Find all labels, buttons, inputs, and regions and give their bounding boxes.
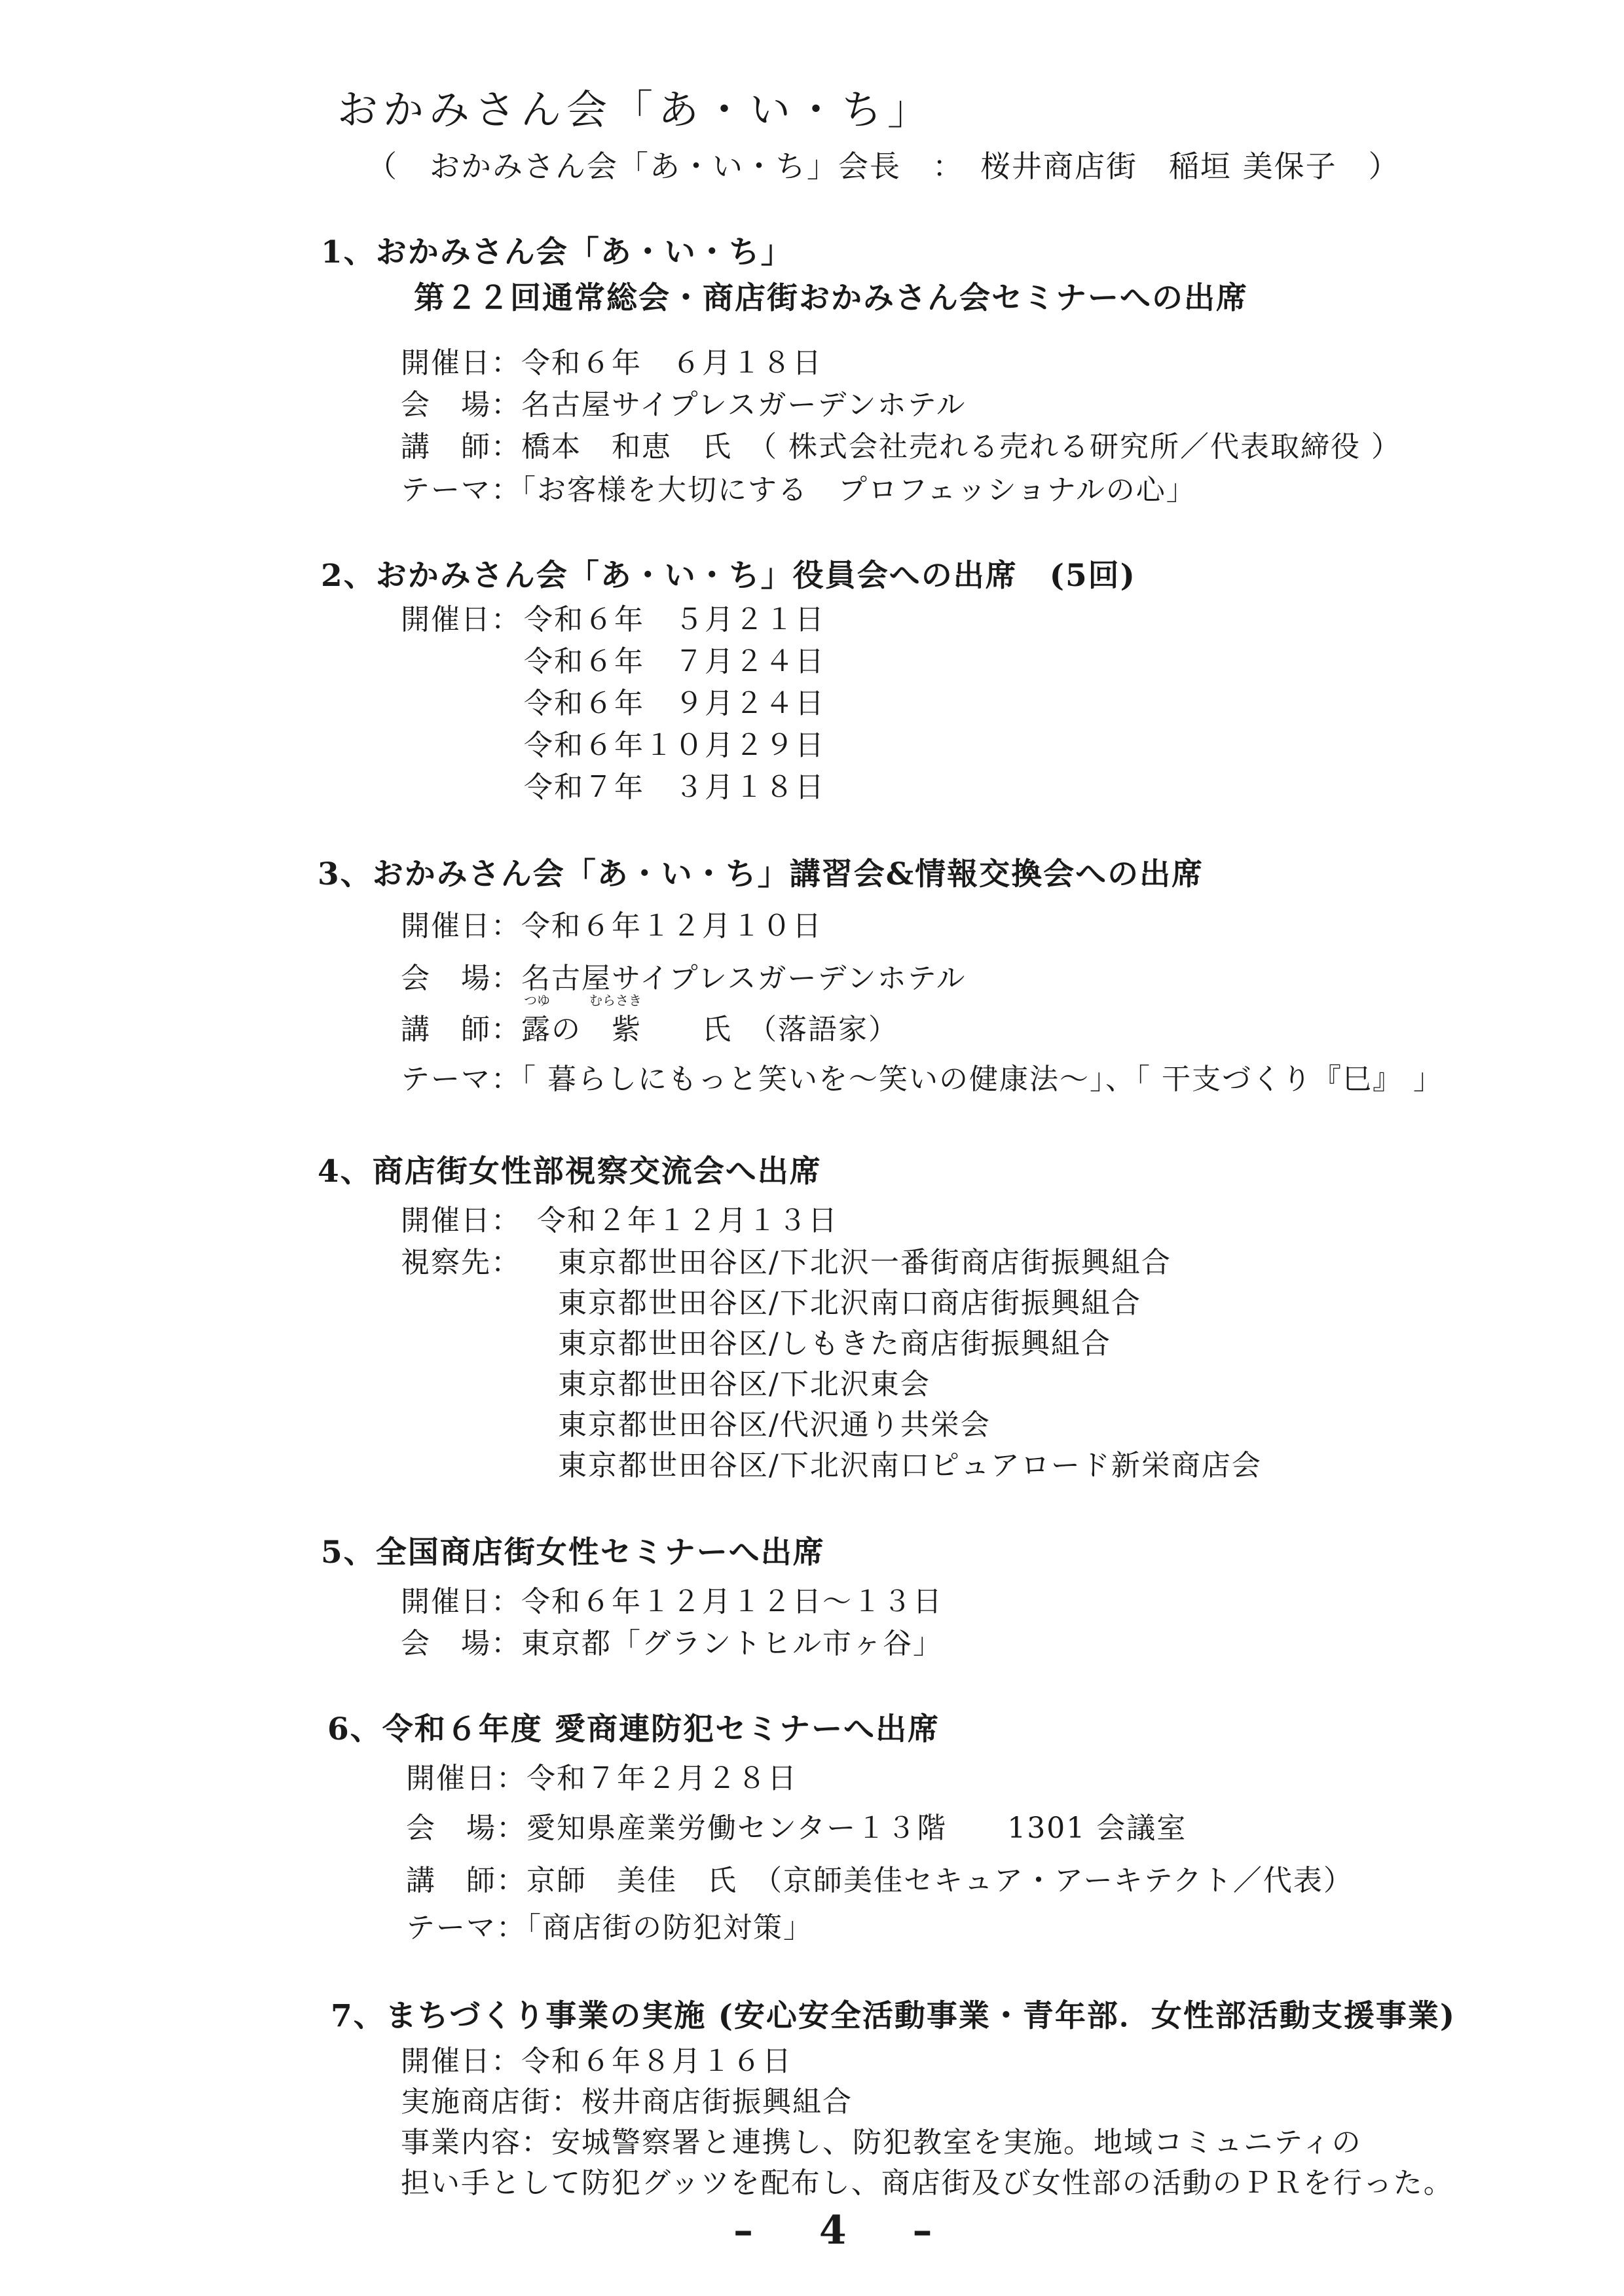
section-4-sites-label: 視察先： [401,1246,521,1279]
section-4-site: 東京都世田谷区/下北沢南口ピュアロード新栄商店会 [558,1449,1262,1482]
section-6-date: 開催日：令和７年２月２８日 [406,1762,798,1795]
section-2-date-label: 開催日： [401,603,521,636]
section-6-heading: 6、令和６年度 愛商連防犯セミナーへ出席 [327,1711,940,1747]
page-number: – 4 – [733,2208,959,2253]
section-3-heading: 3、おかみさん会「あ・い・ち」講習会&情報交換会への出席 [318,856,1204,892]
section-5-date: 開催日：令和６年１２月１２日〜１３日 [401,1585,943,1618]
section-2-date: 令和６年１０月２９日 [524,729,825,762]
section-2-heading: 2、おかみさん会「あ・い・ち」役員会への出席 (5回) [321,558,1136,594]
section-1-venue: 会 場：名古屋サイプレスガーデンホテル [401,388,967,422]
section-7-content: 担い手として防犯グッツを配布し、商店街及び女性部の活動のＰＲを行った。 [401,2166,1454,2200]
section-3-theme: テーマ：「 暮らしにもっと笑いを〜笑いの健康法〜」、「 干支づくり『巳』 」 [401,1063,1443,1096]
section-4-site: 東京都世田谷区/代沢通り共栄会 [558,1408,991,1442]
section-5-venue: 会 場：東京都「グラントヒル市ヶ谷」 [401,1627,943,1660]
section-4-site: 東京都世田谷区/しもきた商店街振興組合 [558,1327,1111,1360]
section-5-heading: 5、全国商店街女性セミナーへ出席 [321,1535,825,1571]
section-3-date: 開催日：令和６年１２月１０日 [401,909,822,943]
section-2-date: 令和６年 ５月２１日 [524,603,825,636]
section-2-date: 令和６年 ９月２４日 [524,687,825,720]
section-2-date: 令和６年 ７月２４日 [524,645,825,678]
section-7-heading: 7、まちづくり事業の実施 (安心安全活動事業・青年部．女性部活動支援事業) [331,1998,1456,2034]
document-title: おかみさん会「あ・い・ち」 [337,86,934,134]
section-1-lecturer: 講 師：橋本 和恵 氏 （ 株式会社売れる売れる研究所／代表取締役 ） [401,430,1401,464]
section-3-lecturer: 講 師：露の 紫 氏 （落語家） [401,1013,898,1046]
section-6-theme: テーマ：「商店街の防犯対策」 [406,1911,813,1944]
section-6-venue: 会 場：愛知県産業労働センター１３階 1301 会議室 [406,1812,1187,1845]
section-2-date: 令和７年 ３月１８日 [524,771,825,804]
section-6-lecturer: 講 師：京師 美佳 氏 （京師美佳セキュア・アーキテクト／代表） [406,1864,1354,1897]
section-4-site: 東京都世田谷区/下北沢東会 [558,1368,931,1401]
section-1-heading: 1、おかみさん会「あ・い・ち」 [321,234,793,270]
section-3-furigana-tsuyu: つゆ [524,993,550,1008]
section-3-venue: 会 場：名古屋サイプレスガーデンホテル [401,962,967,995]
section-3-furigana-murasaki: むらさき [589,993,642,1008]
section-4-site: 東京都世田谷区/下北沢南口商店街振興組合 [558,1286,1141,1320]
section-7-content: 事業内容：安城警察署と連携し、防犯教室を実施。地域コミュニティの [401,2126,1362,2159]
section-7-date: 開催日：令和６年８月１６日 [401,2045,792,2078]
section-4-site: 東京都世田谷区/下北沢一番街商店街振興組合 [558,1246,1172,1279]
section-1-theme: テーマ：「お客様を大切にする プロフェッショナルの心」 [401,473,1196,507]
section-1-subheading: 第２２回通常総会・商店街おかみさん会セミナーへの出席 [414,280,1248,316]
section-4-heading: 4、商店街女性部視察交流会へ出席 [318,1154,822,1190]
section-7-shop: 実施商店街：桜井商店街振興組合 [401,2085,853,2119]
document-subtitle: （ おかみさん会「あ・い・ち」会長 ： 桜井商店街 稲垣 美保子 ） [367,149,1400,184]
section-4-date: 開催日： 令和２年１２月１３日 [401,1204,838,1237]
section-1-date: 開催日：令和６年 ６月１８日 [401,346,822,380]
